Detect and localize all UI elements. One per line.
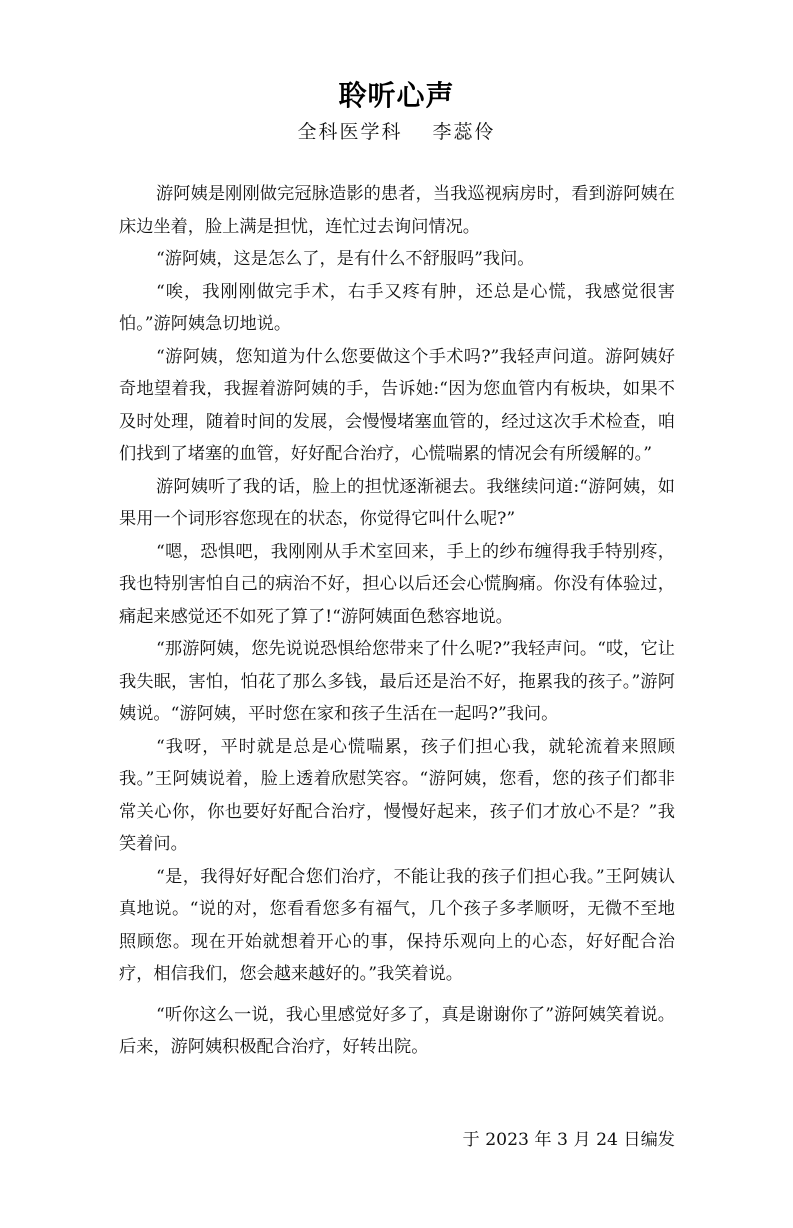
paragraph: 游阿姨是刚刚做完冠脉造影的患者，当我巡视病房时，看到游阿姨在床边坐着，脸上满是担忧，连忙过去询问情况。 (119, 184, 675, 237)
department-label: 全科医学科 (297, 121, 403, 143)
publish-date: 于 2023 年 3 月 24 日编发 (462, 1130, 675, 1150)
paragraph: “是，我得好好配合您们治疗，不能让我的孩子们担心我。”王阿姨认真地说。“说的对，您看看您多有福气，几个孩子多孝顺呀，无微不至地照顾您。现在开始就想着开心的事，保持乐观向上的心态，好好配合治疗，相信我们，您会越来越好的。”我笑着说。 (119, 866, 675, 984)
paragraph: “那游阿姨，您先说说恐惧给您带来了什么呢?”我轻声问。“哎，它让我失眠，害怕，怕花了那么多钱，最后还是治不好，拖累我的孩子。”游阿姨说。“游阿姨，平时您在家和孩子生活在一起吗?”我问。 (119, 639, 675, 724)
byline (0, 117, 793, 144)
author-name: 李蕊伶 (432, 121, 496, 143)
paragraph: “听你这么一说，我心里感觉好多了，真是谢谢你了”游阿姨笑着说。后来，游阿姨积极配合治疗，好转出院。 (119, 1004, 675, 1057)
paragraph: “唉，我刚刚做完手术，右手又疼有肿，还总是心慌，我感觉很害怕。”游阿姨急切地说。 (119, 281, 675, 334)
article-body (119, 178, 675, 1064)
paragraph: “游阿姨，这是怎么了，是有什么不舒服吗”我问。 (155, 249, 535, 269)
article-title: 聆听心声 (338, 79, 455, 112)
paragraph: “我呀，平时就是总是心慌喘累，孩子们担心我，就轮流着来照顾我。”王阿姨说着，脸上透着欣慰笑容。“游阿姨，您看，您的孩子们都非常关心你，你也要好好配合治疗，慢慢好起来，孩子们才放心不是？”我笑着问。 (119, 736, 675, 854)
paragraph: 游阿姨听了我的话，脸上的担忧逐渐褪去。我继续问道:“游阿姨，如果用一个词形容您现在的状态，你觉得它叫什么呢?” (119, 476, 675, 529)
paragraph: “游阿姨，您知道为什么您要做这个手术吗?”我轻声问道。游阿姨好奇地望着我，我握着游阿姨的手，告诉她:“因为您血管内有板块，如果不及时处理，随着时间的发展，会慢慢堵塞血管的，经过这次手术检查，咱们找到了堵塞的血管，好好配合治疗，心慌喘累的情况会有所缓解的。” (119, 346, 675, 464)
paragraph: “嗯，恐惧吧，我刚刚从手术室回来，手上的纱布缠得我手特别疼，我也特别害怕自己的病治不好，担心以后还会心慌胸痛。你没有体验过，痛起来感觉还不如死了算了!“游阿姨面色愁容地说。 (119, 541, 675, 627)
